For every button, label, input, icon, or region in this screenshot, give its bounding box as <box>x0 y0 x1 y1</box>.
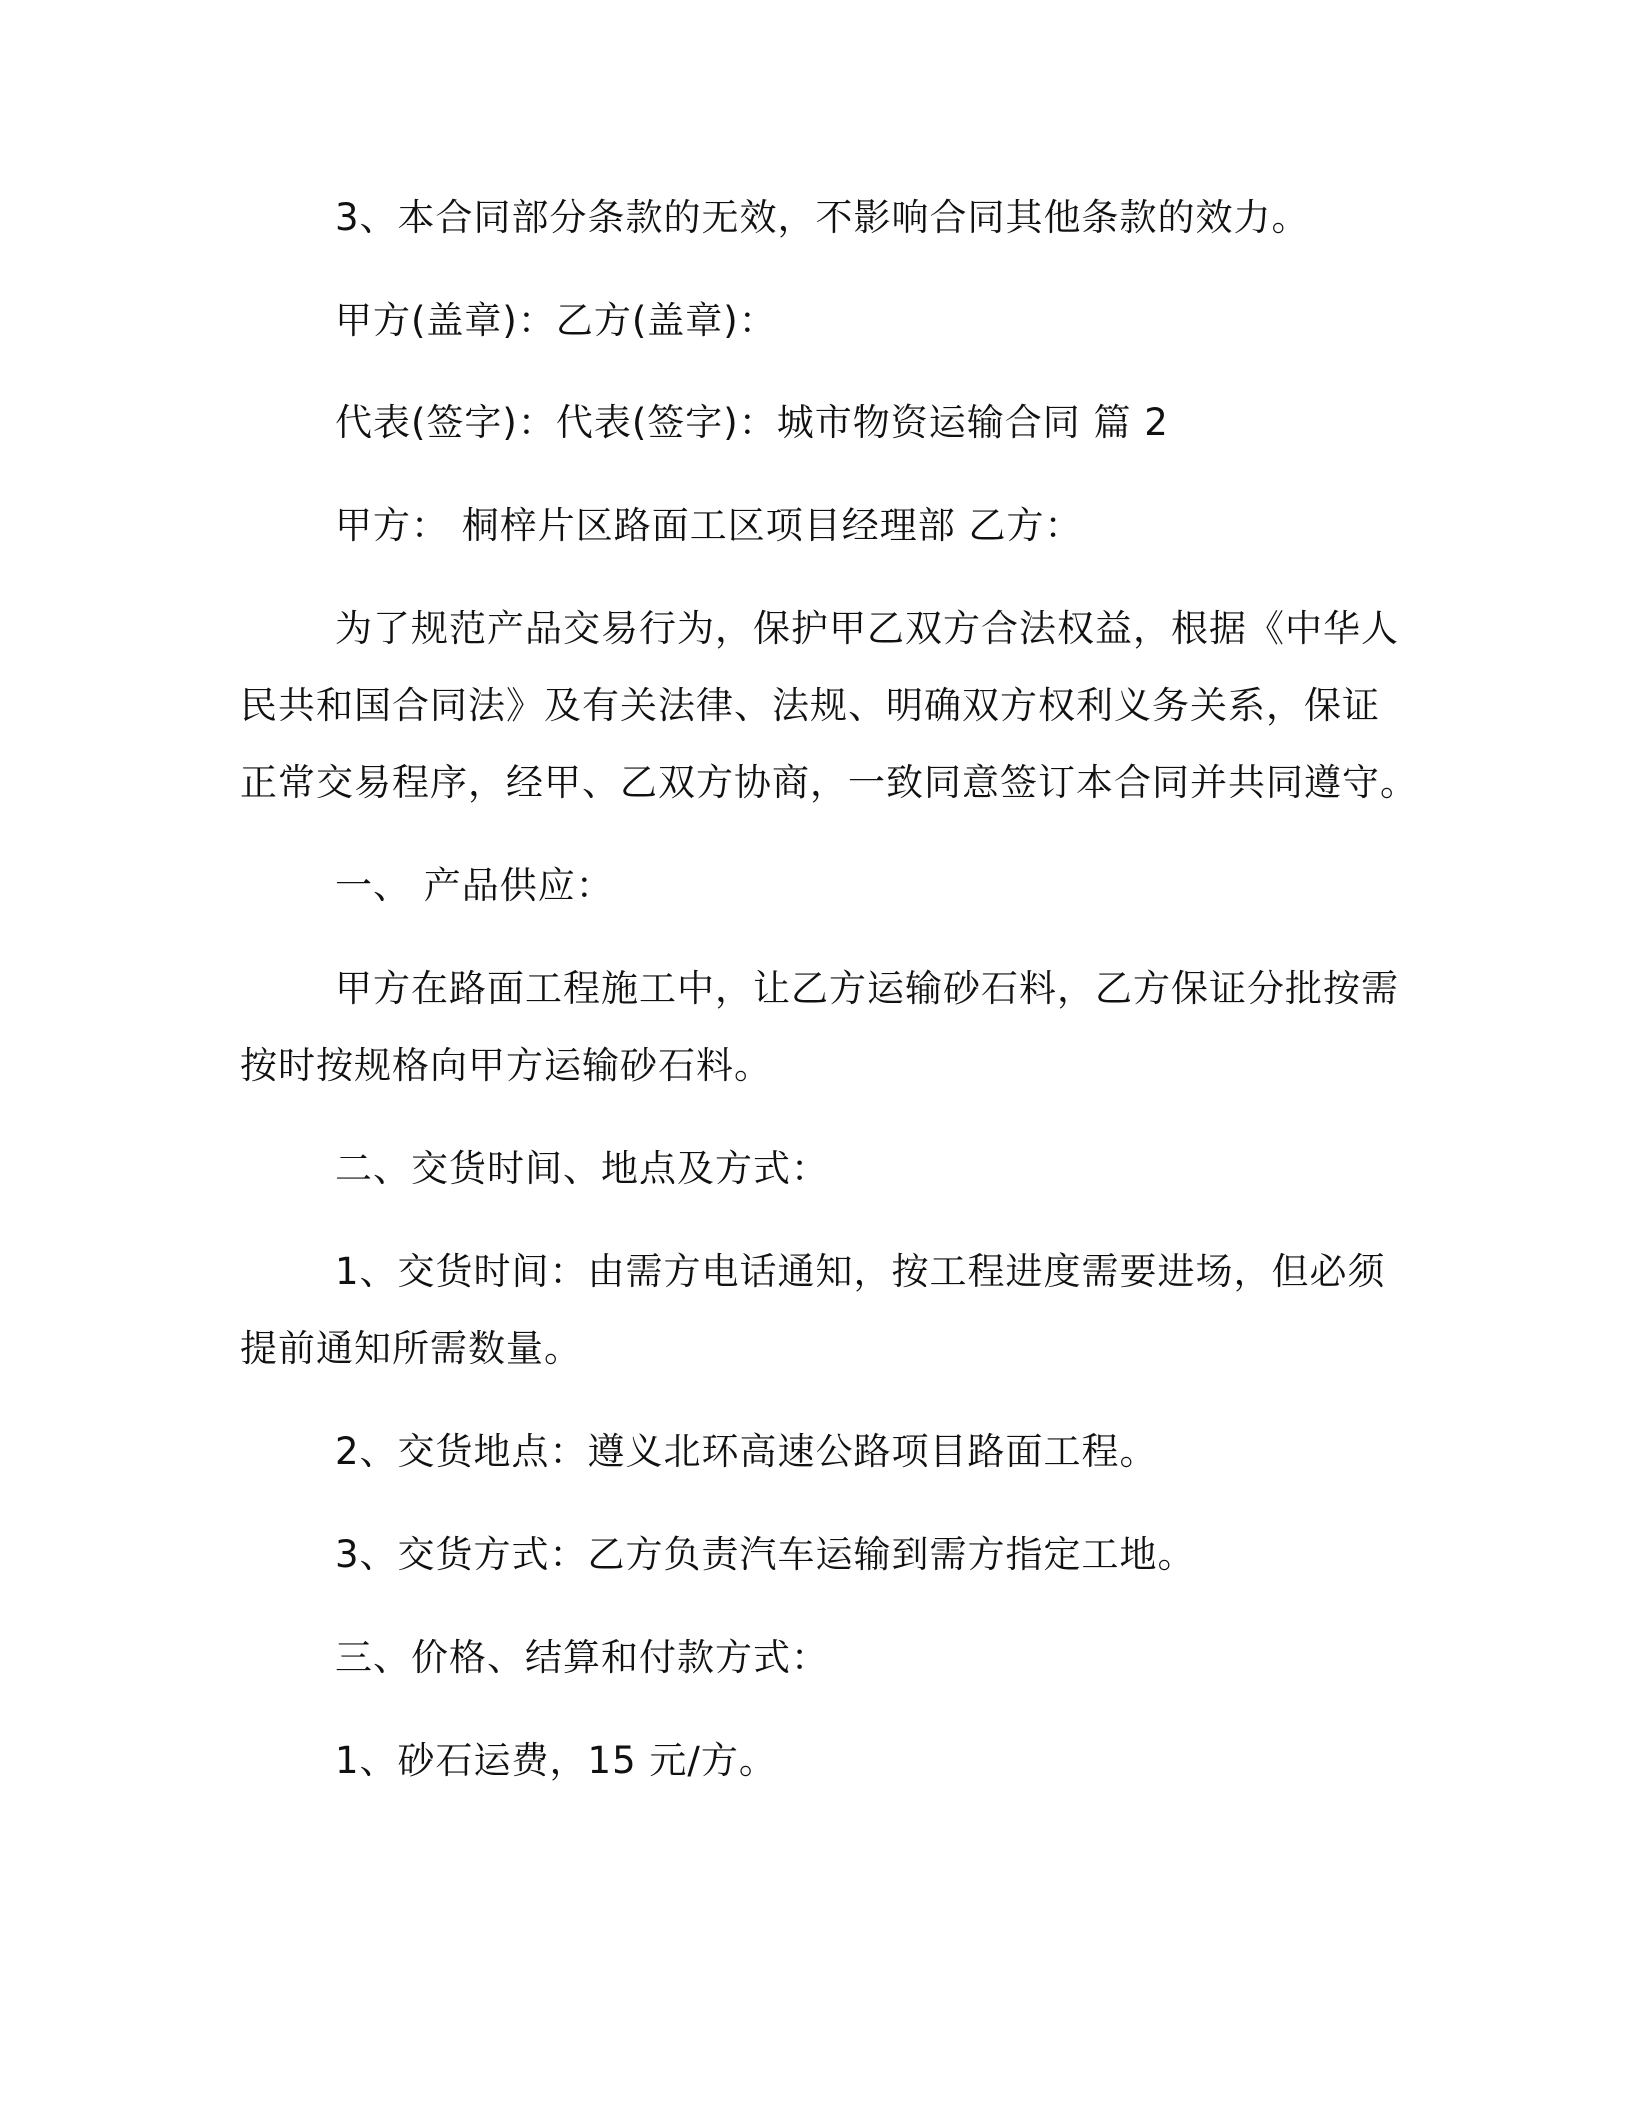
section-1-heading: 一、 产品供应： <box>335 864 614 907</box>
freight-price: 1、砂石运费，15 元/方。 <box>335 1739 777 1782</box>
clause-3-invalidity: 3、本合同部分条款的无效，不影响合同其他条款的效力。 <box>335 196 1310 239</box>
section-1-body-line-1: 甲方在路面工程施工中，让乙方运输砂石料，乙方保证分批按需 <box>335 967 1399 1010</box>
delivery-time-line-2: 提前通知所需数量。 <box>240 1327 582 1370</box>
section-2-heading: 二、交货时间、地点及方式： <box>335 1147 829 1190</box>
preamble-line-1: 为了规范产品交易行为，保护甲乙双方合法权益，根据《中华人 <box>335 607 1399 650</box>
delivery-method: 3、交货方式：乙方负责汽车运输到需方指定工地。 <box>335 1533 1196 1576</box>
representative-signatures: 代表(签字)：代表(签字)：城市物资运输合同 篇 2 <box>335 401 1169 444</box>
party-seals: 甲方(盖章)：乙方(盖章)： <box>335 299 777 342</box>
delivery-location: 2、交货地点：遵义北环高速公路项目路面工程。 <box>335 1430 1158 1473</box>
party-a-name: 甲方： 桐梓片区路面工区项目经理部 乙方： <box>335 504 1083 547</box>
preamble-line-3: 正常交易程序，经甲、乙双方协商，一致同意签订本合同并共同遵守。 <box>240 761 1418 804</box>
preamble-line-2: 民共和国合同法》及有关法律、法规、明确双方权利义务关系，保证 <box>240 684 1380 727</box>
delivery-time-line-1: 1、交货时间：由需方电话通知，按工程进度需要进场，但必须 <box>335 1250 1386 1293</box>
section-3-heading: 三、价格、结算和付款方式： <box>335 1636 829 1679</box>
section-1-body-line-2: 按时按规格向甲方运输砂石料。 <box>240 1044 772 1087</box>
